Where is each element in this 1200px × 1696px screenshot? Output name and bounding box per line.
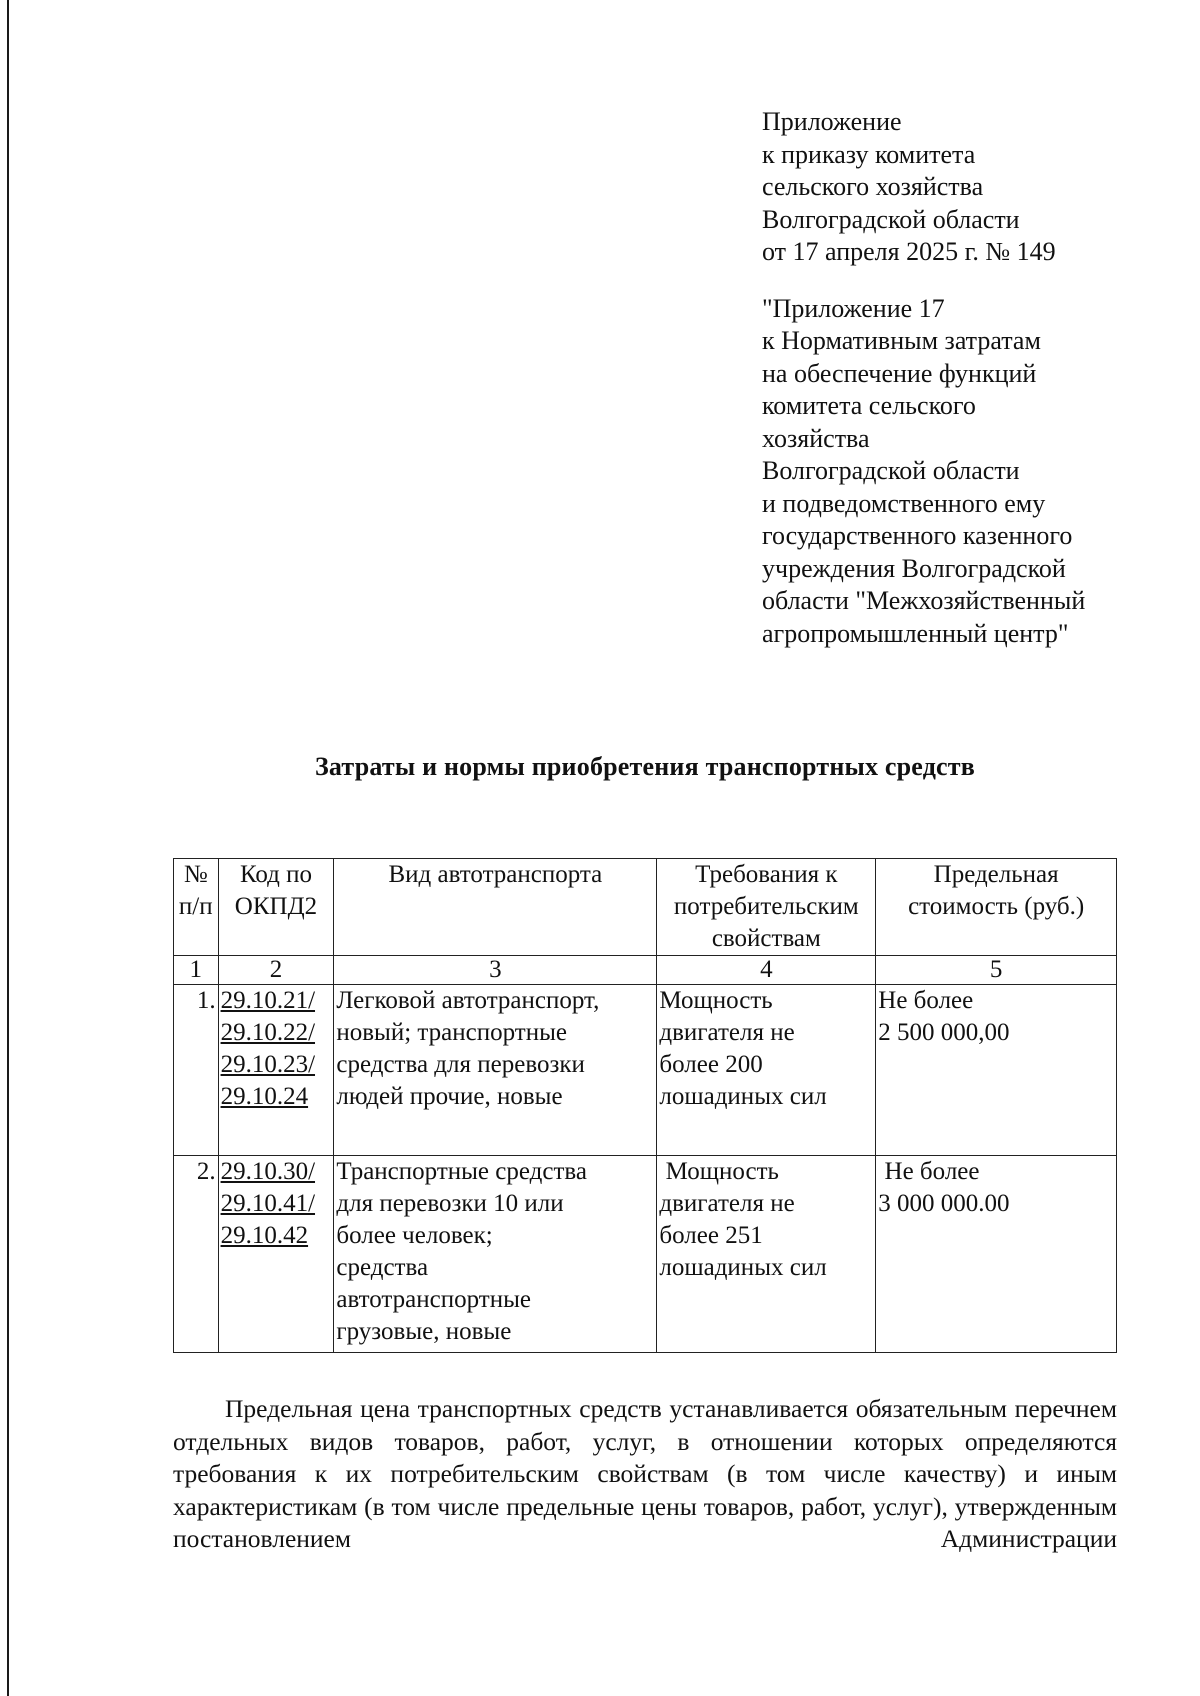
appendix-line: Приложение: [762, 107, 902, 136]
document-title: Затраты и нормы приобретения транспортных средств: [314, 752, 976, 781]
appendix-line: к приказу комитета: [762, 139, 976, 169]
max-price: Не более 2 500 000,00: [876, 985, 1117, 1156]
okpd2-codes: [218, 985, 334, 1156]
body-paragraph-text: Предельная цена транспортных средств устанавливается обязательным перечнем отдельных видов товаров, работ, услуг, в отношении которых определяются требования к их потребительским свойствам (в том числе качеству) и иным характеристикам (в том числе предельные цены товаров, работ, услуг), утвержденным постановлением Администрации: [173, 1394, 1117, 1553]
scan-edge-line: [7, 0, 9, 1696]
row-number: 1.: [174, 985, 219, 1156]
okpd2-code-link[interactable]: 29.10.41/: [220, 1190, 316, 1217]
header-code: Код по ОКПД2: [218, 859, 334, 956]
okpd2-codes: [218, 1156, 334, 1353]
vehicle-type: Легковой автотранспорт, новый; транспортные средства для перевозки людей прочие, новые: [334, 985, 657, 1156]
header-price: Предельная стоимость (руб.): [876, 859, 1117, 956]
column-number: 4: [657, 956, 876, 985]
okpd2-code-link[interactable]: 29.10.42: [220, 1222, 309, 1249]
okpd2-code-link[interactable]: 29.10.24: [220, 1083, 309, 1110]
table-row: [174, 985, 1117, 1156]
appendix17-line: на обеспечение функций: [762, 358, 1037, 388]
row-number: 2.: [174, 1156, 219, 1353]
header-number: № п/п: [174, 859, 219, 956]
max-price: Не более 3 000 000.00: [876, 1156, 1117, 1353]
appendix17-line: хозяйства: [762, 423, 870, 453]
appendix17-line: Волгоградской области: [762, 456, 1020, 485]
appendix-line: от 17 апреля 2025 г. № 149: [762, 237, 1056, 266]
column-number: 2: [218, 956, 334, 985]
header-vehicle-type: Вид автотранспорта: [334, 859, 657, 956]
appendix17-line: государственного казенного: [762, 521, 1073, 550]
table-header-row: [174, 859, 1117, 956]
costs-table: [173, 858, 1117, 1353]
vehicle-type: Транспортные средства для перевозки 10 или более человек; средства автотранспортные грузовые, новые: [334, 1156, 657, 1353]
body-paragraph: [173, 1393, 1117, 1556]
okpd2-code-link[interactable]: 29.10.22/: [220, 1019, 316, 1046]
appendix17-line: агропромышленный центр": [762, 618, 1069, 648]
requirements: Мощность двигателя не более 251 лошадиных сил: [657, 1156, 876, 1353]
appendix17-line: области "Межхозяйственный: [762, 586, 1086, 615]
okpd2-code-link[interactable]: 29.10.30/: [220, 1158, 316, 1185]
appendix17-line: комитета сельского: [762, 391, 976, 420]
appendix-header: [762, 106, 1182, 650]
okpd2-code-link[interactable]: 29.10.21/: [220, 987, 316, 1014]
okpd2-code-link[interactable]: 29.10.23/: [220, 1051, 316, 1078]
appendix17-line: и подведомственного ему: [762, 488, 1046, 518]
column-number: 3: [334, 956, 657, 985]
requirements: Мощность двигателя не более 200 лошадиных сил: [657, 985, 876, 1156]
appendix17-line: "Приложение 17: [762, 293, 945, 323]
column-number-row: [174, 956, 1117, 985]
appendix-line: сельского хозяйства: [762, 172, 984, 201]
header-requirements: Требования к потребительским свойствам: [657, 859, 876, 956]
column-number: 1: [174, 956, 219, 985]
appendix17-line: к Нормативным затратам: [762, 326, 1041, 355]
appendix-line: Волгоградской области: [762, 204, 1020, 234]
table-row: [174, 1156, 1117, 1353]
column-number: 5: [876, 956, 1117, 985]
appendix17-line: учреждения Волгоградской: [762, 553, 1066, 583]
